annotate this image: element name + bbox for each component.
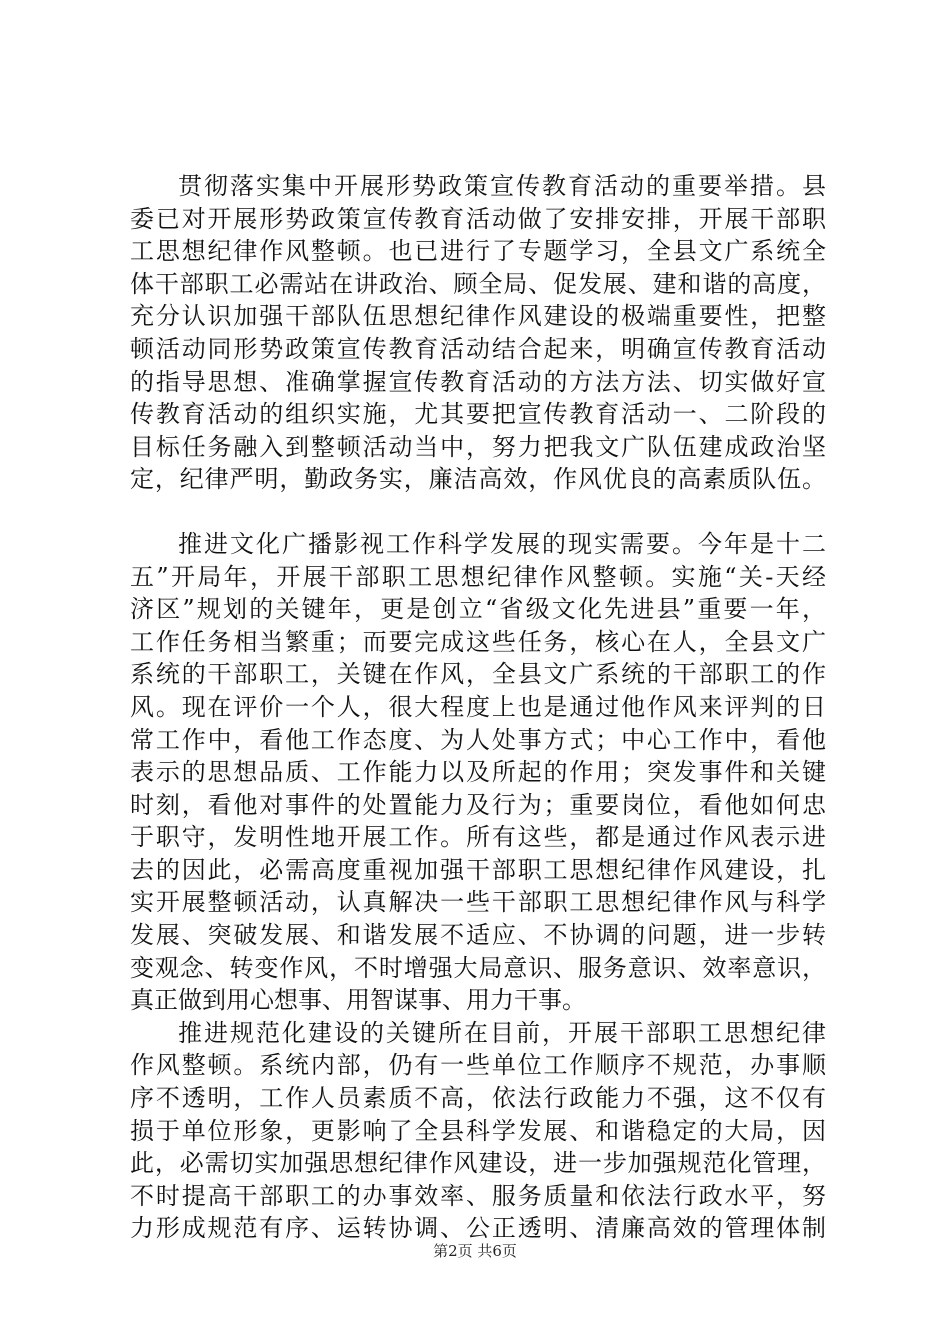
text-line: 传教育活动的组织实施，尤其要把宣传教育活动一、二阶段的	[130, 400, 826, 429]
text-line: 济区”规划的关键年，更是创立“省级文化先进县”重要一年，	[130, 595, 826, 624]
paragraph-3	[130, 1017, 826, 1245]
paragraph-2	[130, 528, 826, 1017]
text-line: 作风整顿。系统内部，仍有一些单位工作顺序不规范，办事顺	[130, 1051, 826, 1080]
text-line: 真正做到用心想事、用智谋事、用力干事。	[130, 986, 586, 1015]
document-body	[130, 170, 826, 1245]
text-line: 发展、突破发展、和谐发展不适应、不协调的问题，进一步转	[130, 921, 826, 950]
text-line: 实开展整顿活动，认真解决一些干部职工思想纪律作风与科学	[130, 888, 826, 917]
text-line: 序不透明，工作人员素质不高，依法行政能力不强，这不仅有	[130, 1084, 826, 1113]
text-line: 去的因此，必需高度重视加强干部职工思想纪律作风建设，扎	[130, 855, 826, 884]
text-line: 此，必需切实加强思想纪律作风建设，进一步加强规范化管理，	[130, 1149, 826, 1178]
text-line: 表示的思想品质、工作能力以及所起的作用；突发事件和关键	[130, 758, 826, 787]
text-line: 工作任务相当繁重；而要完成这些任务，核心在人，全县文广	[130, 627, 826, 656]
text-line: 损于单位形象，更影响了全县科学发展、和谐稳定的大局，因	[130, 1116, 826, 1145]
text-line: 系统的干部职工，关键在作风，全县文广系统的干部职工的作	[130, 660, 826, 689]
text-line: 时刻，看他对事件的处置能力及行为；重要岗位，看他如何忠	[130, 790, 826, 819]
page-number-footer: 第2页 共6页	[433, 1242, 517, 1260]
text-line: 委已对开展形势政策宣传教育活动做了安排安排，开展干部职	[130, 204, 826, 233]
text-line: 顿活动同形势政策宣传教育活动结合起来，明确宣传教育活动	[130, 334, 826, 363]
text-line: 体干部职工必需站在讲政治、顾全局、促发展、建和谐的高度，	[130, 269, 826, 298]
paragraph-gap	[130, 496, 826, 528]
text-line: 力形成规范有序、运转协调、公正透明、清廉高效的管理体制	[130, 1214, 826, 1243]
text-line: 变观念、转变作风，不时增强大局意识、服务意识、效率意识，	[130, 953, 826, 982]
text-line: 风。现在评价一个人，很大程度上也是通过他作风来评判的日	[130, 692, 826, 721]
text-line: 工思想纪律作风整顿。也已进行了专题学习，全县文广系统全	[130, 237, 826, 266]
text-line: 不时提高干部职工的办事效率、服务质量和依法行政水平，努	[130, 1181, 826, 1210]
text-line: 的指导思想、准确掌握宣传教育活动的方法方法、切实做好宣	[130, 367, 826, 396]
text-line: 推进文化广播影视工作科学发展的现实需要。今年是十二	[178, 529, 826, 558]
text-line: 推进规范化建设的关键所在目前，开展干部职工思想纪律	[178, 1018, 826, 1047]
text-line: 充分认识加强干部队伍思想纪律作风建设的极端重要性，把整	[130, 302, 826, 331]
text-line: 定，纪律严明，勤政务实，廉洁高效，作风优良的高素质队伍。	[130, 465, 826, 494]
text-line: 五”开局年，开展干部职工思想纪律作风整顿。实施“关-天经	[130, 562, 826, 591]
text-line: 于职守，发明性地开展工作。所有这些，都是通过作风表示进	[130, 823, 826, 852]
text-line: 常工作中，看他工作态度、为人处事方式；中心工作中，看他	[130, 725, 826, 754]
text-line: 目标任务融入到整顿活动当中，努力把我文广队伍建成政治坚	[130, 432, 826, 461]
paragraph-1	[130, 170, 826, 496]
text-line: 贯彻落实集中开展形势政策宣传教育活动的重要举措。县	[178, 172, 826, 200]
